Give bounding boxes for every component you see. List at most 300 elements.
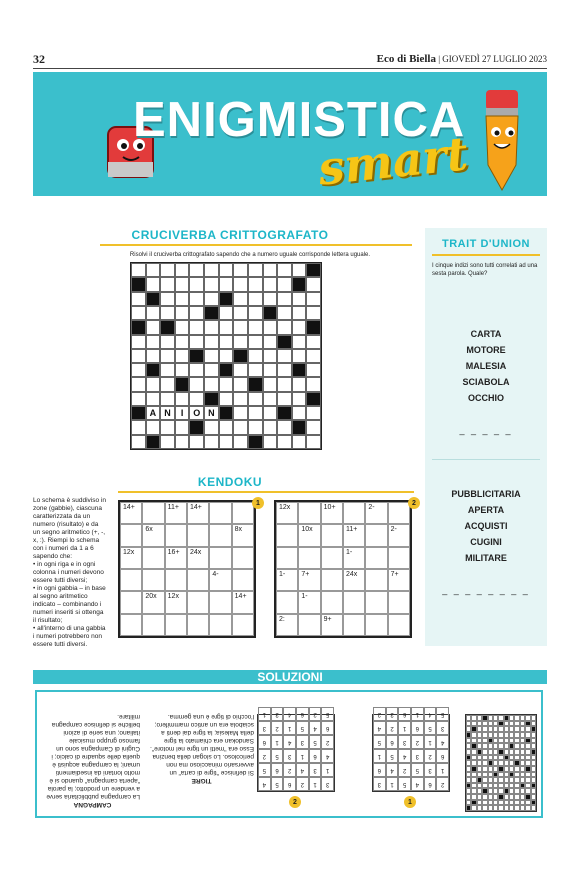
- crossword-cell: [204, 392, 219, 406]
- crossword-cell: [131, 406, 146, 420]
- kendoku-cell[interactable]: 4-: [209, 569, 231, 591]
- kendoku-cell[interactable]: [142, 547, 164, 569]
- crossword-cell[interactable]: [233, 263, 248, 277]
- kendoku-cell[interactable]: [187, 569, 209, 591]
- crossword-solution-cell: [493, 788, 498, 794]
- crossword-cell[interactable]: [175, 277, 190, 291]
- crossword-cell[interactable]: [160, 392, 175, 406]
- kendoku-cell[interactable]: [365, 614, 387, 636]
- crossword-cell[interactable]: [233, 406, 248, 420]
- kendoku-cell[interactable]: [232, 614, 254, 636]
- crossword-cell[interactable]: [277, 292, 292, 306]
- trait-word: APERTA: [467, 505, 505, 515]
- crossword-cell[interactable]: [160, 263, 175, 277]
- crossword-cell[interactable]: [233, 292, 248, 306]
- crossword-cell[interactable]: [277, 277, 292, 291]
- kendoku-cell[interactable]: [298, 502, 320, 524]
- crossword-cell[interactable]: [131, 392, 146, 406]
- trait-prompt: I cinque indizi sono tutti correlati ad una sesta parola. Quale?: [432, 263, 538, 277]
- crossword-solution-cell: [471, 805, 476, 811]
- crossword-cell[interactable]: [160, 277, 175, 291]
- crossword-cell[interactable]: [219, 306, 234, 320]
- crossword-cell[interactable]: [248, 292, 263, 306]
- kendoku-cell[interactable]: [165, 569, 187, 591]
- crossword-solution-cell: [509, 743, 514, 749]
- kendoku-cell[interactable]: [209, 524, 231, 546]
- kendoku-cell[interactable]: [365, 524, 387, 546]
- crossword-cell[interactable]: [204, 420, 219, 434]
- crossword-cell[interactable]: [263, 420, 278, 434]
- crossword-cell[interactable]: [277, 392, 292, 406]
- crossword-cell[interactable]: [248, 263, 263, 277]
- crossword-solution-cell: [488, 760, 493, 766]
- crossword-cell[interactable]: [233, 335, 248, 349]
- crossword-cell[interactable]: [175, 363, 190, 377]
- kendoku-cell[interactable]: 11+: [165, 502, 187, 524]
- kendoku-cell[interactable]: 7+: [388, 569, 410, 591]
- crossword-solution-cell: [525, 726, 530, 732]
- crossword-solution-cell: [520, 760, 525, 766]
- crossword-solution-cell: [514, 760, 519, 766]
- crossword-cell[interactable]: [131, 292, 146, 306]
- trait-word: CARTA: [470, 329, 502, 339]
- crossword-cell[interactable]: [263, 435, 278, 449]
- crossword-cell[interactable]: [131, 420, 146, 434]
- solution-cell: 2: [296, 777, 309, 791]
- crossword-cell[interactable]: [146, 377, 161, 391]
- crossword-cell[interactable]: [189, 277, 204, 291]
- crossword-cell[interactable]: [263, 320, 278, 334]
- crossword-cell[interactable]: [263, 292, 278, 306]
- kendoku-cell[interactable]: [209, 502, 231, 524]
- crossword-solution-cell: [514, 738, 519, 744]
- crossword-cell[interactable]: [160, 306, 175, 320]
- crossword-cell[interactable]: [175, 263, 190, 277]
- crossword-cell[interactable]: [160, 363, 175, 377]
- crossword-cell[interactable]: [306, 292, 321, 306]
- kendoku-cell[interactable]: 20x: [142, 591, 164, 613]
- crossword-cell[interactable]: [204, 263, 219, 277]
- crossword-cell[interactable]: [189, 292, 204, 306]
- crossword-cell: [306, 263, 321, 277]
- crossword-cell[interactable]: [175, 420, 190, 434]
- crossword-cell[interactable]: [292, 306, 307, 320]
- crossword-solution-cell: [498, 766, 503, 772]
- crossword-cell[interactable]: A: [146, 406, 161, 420]
- crossword-solution-cell: [466, 783, 471, 789]
- crossword-solution-cell: [531, 766, 536, 772]
- kendoku-cell[interactable]: [232, 502, 254, 524]
- crossword-cell[interactable]: [292, 406, 307, 420]
- crossword-solution-cell: [514, 715, 519, 721]
- crossword-cell[interactable]: [292, 435, 307, 449]
- crossword-cell[interactable]: [146, 392, 161, 406]
- crossword-solution-cell: [531, 743, 536, 749]
- crossword-cell[interactable]: [248, 406, 263, 420]
- kendoku-cell[interactable]: [276, 524, 298, 546]
- crossword-cell[interactable]: [175, 392, 190, 406]
- crossword-cell[interactable]: [189, 335, 204, 349]
- crossword-cell[interactable]: [219, 263, 234, 277]
- kendoku-cell[interactable]: 16+: [165, 547, 187, 569]
- crossword-cell[interactable]: [292, 335, 307, 349]
- kendoku-cell[interactable]: 9+: [321, 614, 343, 636]
- crossword-cell[interactable]: [189, 363, 204, 377]
- kendoku-cell[interactable]: [276, 591, 298, 613]
- crossword-cell: [175, 377, 190, 391]
- trait-separator: [432, 459, 540, 460]
- crossword-cell[interactable]: [248, 420, 263, 434]
- crossword-solution-cell: [482, 755, 487, 761]
- crossword-cell[interactable]: [175, 435, 190, 449]
- crossword-cell[interactable]: [306, 377, 321, 391]
- crossword-cell[interactable]: [248, 306, 263, 320]
- trait-answer-blanks-1[interactable]: _ _ _ _ _: [459, 425, 513, 435]
- crossword-cell[interactable]: [204, 349, 219, 363]
- crossword-cell[interactable]: [263, 263, 278, 277]
- kendoku-cell[interactable]: 10+: [321, 502, 343, 524]
- crossword-solution-cell: [477, 732, 482, 738]
- crossword-solution-cell: [531, 721, 536, 727]
- crossword-cell[interactable]: [263, 349, 278, 363]
- crossword-solution-cell: [504, 738, 509, 744]
- crossword-cell[interactable]: [248, 392, 263, 406]
- crossword-cell[interactable]: [189, 377, 204, 391]
- kendoku-cell[interactable]: [365, 569, 387, 591]
- kendoku-grid-2[interactable]: [274, 500, 412, 638]
- crossword-solution-cell: [514, 777, 519, 783]
- kendoku-cell[interactable]: [365, 547, 387, 569]
- crossword-cell[interactable]: O: [189, 406, 204, 420]
- solution-cell: 6: [296, 707, 309, 721]
- kendoku-cell[interactable]: [388, 591, 410, 613]
- crossword-cell[interactable]: [131, 377, 146, 391]
- kendoku-cell[interactable]: [321, 569, 343, 591]
- kendoku-cell[interactable]: [165, 614, 187, 636]
- crossword-cell[interactable]: [131, 263, 146, 277]
- crossword-solution-cell: [493, 800, 498, 806]
- kendoku-rule: • in ogni riga e in ogni colonna i numeri devono essere tutti diversi;: [33, 561, 104, 584]
- crossword-cell[interactable]: [160, 420, 175, 434]
- crossword-cell[interactable]: [189, 306, 204, 320]
- kendoku-cell[interactable]: [209, 547, 231, 569]
- trait-answer-blanks-2[interactable]: _ _ _ _ _ _ _ _: [442, 585, 530, 595]
- crossword-cell[interactable]: [175, 306, 190, 320]
- kendoku-cell[interactable]: [388, 614, 410, 636]
- crossword-cell[interactable]: [306, 435, 321, 449]
- crossword-cell[interactable]: [189, 435, 204, 449]
- kendoku-cell[interactable]: 10x: [298, 524, 320, 546]
- kendoku-cell[interactable]: 14+: [120, 502, 142, 524]
- solution-cell: 1: [296, 749, 309, 763]
- crossword-cell[interactable]: [263, 363, 278, 377]
- crossword-cell[interactable]: [219, 277, 234, 291]
- solution-cell: 1: [424, 735, 437, 749]
- crossword-cell[interactable]: [160, 349, 175, 363]
- crossword-cell[interactable]: [277, 306, 292, 320]
- crossword-cell[interactable]: N: [204, 406, 219, 420]
- crossword-cell[interactable]: [292, 377, 307, 391]
- crossword-solution-cell: [531, 755, 536, 761]
- kendoku-cell[interactable]: 8x: [232, 524, 254, 546]
- crossword-cell[interactable]: [233, 392, 248, 406]
- crossword-cell[interactable]: [219, 420, 234, 434]
- kendoku-cell[interactable]: 2-: [388, 524, 410, 546]
- solution-cell: 6: [386, 735, 399, 749]
- kendoku-cell[interactable]: [120, 591, 142, 613]
- kendoku-cell[interactable]: [388, 502, 410, 524]
- kendoku-cell[interactable]: 12x: [120, 547, 142, 569]
- kendoku-cell[interactable]: [298, 614, 320, 636]
- kendoku-cell[interactable]: [187, 614, 209, 636]
- kendoku-cell[interactable]: [388, 547, 410, 569]
- trait-word: OCCHIO: [468, 393, 504, 403]
- crossword-cell[interactable]: [263, 277, 278, 291]
- crossword-cell[interactable]: [160, 292, 175, 306]
- kendoku-cell[interactable]: [120, 569, 142, 591]
- kendoku-cell[interactable]: 24x: [343, 569, 365, 591]
- crossword-cell[interactable]: [175, 349, 190, 363]
- crossword-cell[interactable]: [219, 392, 234, 406]
- kendoku-cell[interactable]: 6x: [142, 524, 164, 546]
- solution-cell: 4: [424, 707, 437, 721]
- crossword-solution-cell: [466, 738, 471, 744]
- crossword-solution-cell: [509, 805, 514, 811]
- crossword-cell[interactable]: [306, 363, 321, 377]
- kendoku-cell[interactable]: 1-: [276, 569, 298, 591]
- crossword-cell[interactable]: [160, 377, 175, 391]
- crossword-cell[interactable]: [306, 349, 321, 363]
- crossword-solution-cell: [498, 732, 503, 738]
- crossword-cell[interactable]: [248, 320, 263, 334]
- crossword-cell[interactable]: [219, 349, 234, 363]
- crossword-cell[interactable]: [219, 377, 234, 391]
- kendoku-cell[interactable]: 14+: [187, 502, 209, 524]
- crossword-cell[interactable]: [146, 335, 161, 349]
- kendoku-cell[interactable]: [298, 547, 320, 569]
- kendoku-cell[interactable]: [321, 547, 343, 569]
- kendoku-cell[interactable]: [209, 614, 231, 636]
- crossword-solution-cell: [531, 732, 536, 738]
- crossword-cell[interactable]: [263, 392, 278, 406]
- crossword-cell[interactable]: [175, 320, 190, 334]
- crossword-cell[interactable]: [277, 363, 292, 377]
- crossword-cell[interactable]: [233, 306, 248, 320]
- solution-cell: 6: [373, 763, 386, 777]
- crossword-cell[interactable]: [204, 363, 219, 377]
- crossword-solution-cell: [488, 726, 493, 732]
- crossword-cell[interactable]: [146, 320, 161, 334]
- crossword-cell[interactable]: [306, 277, 321, 291]
- crossword-cell[interactable]: [248, 363, 263, 377]
- kendoku-cell[interactable]: 11+: [343, 524, 365, 546]
- crossword-cell[interactable]: [306, 406, 321, 420]
- solution-cell: 4: [296, 763, 309, 777]
- kendoku-cell[interactable]: [142, 614, 164, 636]
- kendoku-cell[interactable]: [187, 524, 209, 546]
- crossword-cell[interactable]: [175, 292, 190, 306]
- crossword-solution-cell: [525, 732, 530, 738]
- kendoku-cell[interactable]: [321, 591, 343, 613]
- kendoku-cell[interactable]: [209, 591, 231, 613]
- crossword-solution-cell: [493, 805, 498, 811]
- crossword-cell[interactable]: [277, 435, 292, 449]
- solution-cell: 3: [373, 777, 386, 791]
- crossword-solution-cell: [531, 805, 536, 811]
- crossword-cell[interactable]: [233, 377, 248, 391]
- campagna-heading: CAMPAGNA: [73, 801, 112, 808]
- solution-cell: 1: [411, 707, 424, 721]
- kendoku-cell[interactable]: 12x: [165, 591, 187, 613]
- crossword-solution-cell: [493, 777, 498, 783]
- crossword-cell[interactable]: [219, 320, 234, 334]
- crossword-cell[interactable]: [204, 320, 219, 334]
- crossword-cell[interactable]: [189, 263, 204, 277]
- kendoku-cell[interactable]: 1-: [343, 547, 365, 569]
- crossword-solution-cell: [504, 732, 509, 738]
- crossword-cell[interactable]: [292, 292, 307, 306]
- crossword-cell[interactable]: [131, 349, 146, 363]
- trait-word: MILITARE: [465, 553, 507, 563]
- kendoku-cell[interactable]: 12x: [276, 502, 298, 524]
- crossword-solution-cell: [514, 726, 519, 732]
- crossword-solution-cell: [477, 783, 482, 789]
- crossword-cell[interactable]: [219, 335, 234, 349]
- crossword-solution-cell: [488, 772, 493, 778]
- crossword-solution-cell: [498, 772, 503, 778]
- crossword-cell[interactable]: [248, 277, 263, 291]
- solution-cell: 4: [258, 777, 271, 791]
- crossword-cell[interactable]: [131, 435, 146, 449]
- kendoku-cell[interactable]: [321, 524, 343, 546]
- kendoku-cell[interactable]: [343, 591, 365, 613]
- crossword-solution-cell: [493, 755, 498, 761]
- solution-badge-2: 2: [289, 796, 301, 808]
- crossword-cell[interactable]: [233, 435, 248, 449]
- crossword-cell[interactable]: [277, 349, 292, 363]
- kendoku-cell[interactable]: [343, 502, 365, 524]
- crossword-cell[interactable]: [233, 420, 248, 434]
- crossword-cell[interactable]: [131, 306, 146, 320]
- crossword-solution-cell: [493, 732, 498, 738]
- crossword-solution-cell: [520, 721, 525, 727]
- solution-cell: 4: [283, 735, 296, 749]
- crossword-cell[interactable]: [263, 335, 278, 349]
- crossword-cell[interactable]: [233, 277, 248, 291]
- crossword-cell[interactable]: [292, 263, 307, 277]
- crossword-cell[interactable]: [204, 377, 219, 391]
- crossword-solution-cell: [488, 766, 493, 772]
- kendoku-cell[interactable]: [232, 547, 254, 569]
- crossword-solution-cell: [509, 788, 514, 794]
- crossword-cell[interactable]: [219, 435, 234, 449]
- kendoku-cell[interactable]: [142, 502, 164, 524]
- crossword-cell[interactable]: N: [160, 406, 175, 420]
- crossword-cell[interactable]: [277, 377, 292, 391]
- kendoku-cell[interactable]: [165, 524, 187, 546]
- crossword-cell[interactable]: [233, 320, 248, 334]
- crossword-cell[interactable]: [233, 363, 248, 377]
- kendoku-cell[interactable]: [365, 591, 387, 613]
- crossword-cell[interactable]: [248, 335, 263, 349]
- tigre-text: Si definisce "tigre di carta" un avversario minaccioso ma non pericoloso. Lo slogan della benzina Esso era "metti un tigre nel motore". Sandokan era chiamato la tigre della Malesia; la tigre dai denti a sciabola era un antico mammifero; l'occhio di tigre è una gemma.: [150, 713, 254, 776]
- crossword-cell[interactable]: [131, 363, 146, 377]
- crossword-solution-cell: [482, 772, 487, 778]
- crossword-solution-cell: [514, 805, 519, 811]
- kendoku-cell[interactable]: 7+: [298, 569, 320, 591]
- crossword-cell[interactable]: [175, 335, 190, 349]
- crossword-cell[interactable]: I: [175, 406, 190, 420]
- crossword-cell[interactable]: [306, 335, 321, 349]
- crossword-cell[interactable]: [160, 435, 175, 449]
- crossword-cell[interactable]: [189, 320, 204, 334]
- crossword-cell[interactable]: [204, 292, 219, 306]
- crossword-cell[interactable]: [306, 306, 321, 320]
- solution-cell: 6: [424, 777, 437, 791]
- crossword-solution-cell: [520, 772, 525, 778]
- crossword-cell[interactable]: [204, 335, 219, 349]
- kendoku-title: KENDOKU: [197, 475, 263, 489]
- kendoku-grid-1[interactable]: [118, 500, 256, 638]
- kendoku-cell[interactable]: 2-: [365, 502, 387, 524]
- kendoku-cell[interactable]: [142, 569, 164, 591]
- crossword-cell[interactable]: [292, 392, 307, 406]
- crossword-cell[interactable]: [306, 420, 321, 434]
- crossword-cell[interactable]: [277, 420, 292, 434]
- kendoku-cell[interactable]: [276, 547, 298, 569]
- crossword-cell[interactable]: [146, 420, 161, 434]
- crossword-cell[interactable]: [189, 392, 204, 406]
- crossword-cell[interactable]: [146, 277, 161, 291]
- crossword-cell[interactable]: [292, 349, 307, 363]
- kendoku-cell[interactable]: 14+: [232, 591, 254, 613]
- solution-cell: 4: [436, 735, 449, 749]
- crossword-solution-cell: [520, 715, 525, 721]
- kendoku-cell[interactable]: [232, 569, 254, 591]
- kendoku-cell[interactable]: 1-: [298, 591, 320, 613]
- crossword-solution-cell: [471, 783, 476, 789]
- kendoku-cell[interactable]: 24x: [187, 547, 209, 569]
- crossword-cell[interactable]: [204, 435, 219, 449]
- kendoku-cell[interactable]: [187, 591, 209, 613]
- crossword-cell[interactable]: [146, 263, 161, 277]
- crossword-solution-cell: [520, 788, 525, 794]
- crossword-cell[interactable]: [263, 377, 278, 391]
- crossword-cell[interactable]: [277, 320, 292, 334]
- crossword-solution-cell: [525, 788, 530, 794]
- kendoku-cell[interactable]: [120, 524, 142, 546]
- crossword-cell[interactable]: [248, 349, 263, 363]
- crossword-cell[interactable]: [146, 306, 161, 320]
- solution-cell: 4: [398, 749, 411, 763]
- kendoku-cell[interactable]: [343, 614, 365, 636]
- crossword-cell[interactable]: [204, 277, 219, 291]
- crossword-solution-cell: [488, 738, 493, 744]
- crossword-cell[interactable]: [292, 320, 307, 334]
- crossword-solution-cell: [525, 755, 530, 761]
- crossword-cell[interactable]: [131, 335, 146, 349]
- crossword-cell[interactable]: [263, 406, 278, 420]
- crossword-cell[interactable]: [277, 263, 292, 277]
- crossword-cell[interactable]: [160, 335, 175, 349]
- crossword-solution-cell: [482, 788, 487, 794]
- kendoku-cell[interactable]: [120, 614, 142, 636]
- crossword-solution-cell: [509, 800, 514, 806]
- crossword-grid[interactable]: [130, 262, 322, 450]
- crossword-cell[interactable]: [146, 349, 161, 363]
- crossword-solution-cell: [493, 721, 498, 727]
- kendoku-cell[interactable]: 2:: [276, 614, 298, 636]
